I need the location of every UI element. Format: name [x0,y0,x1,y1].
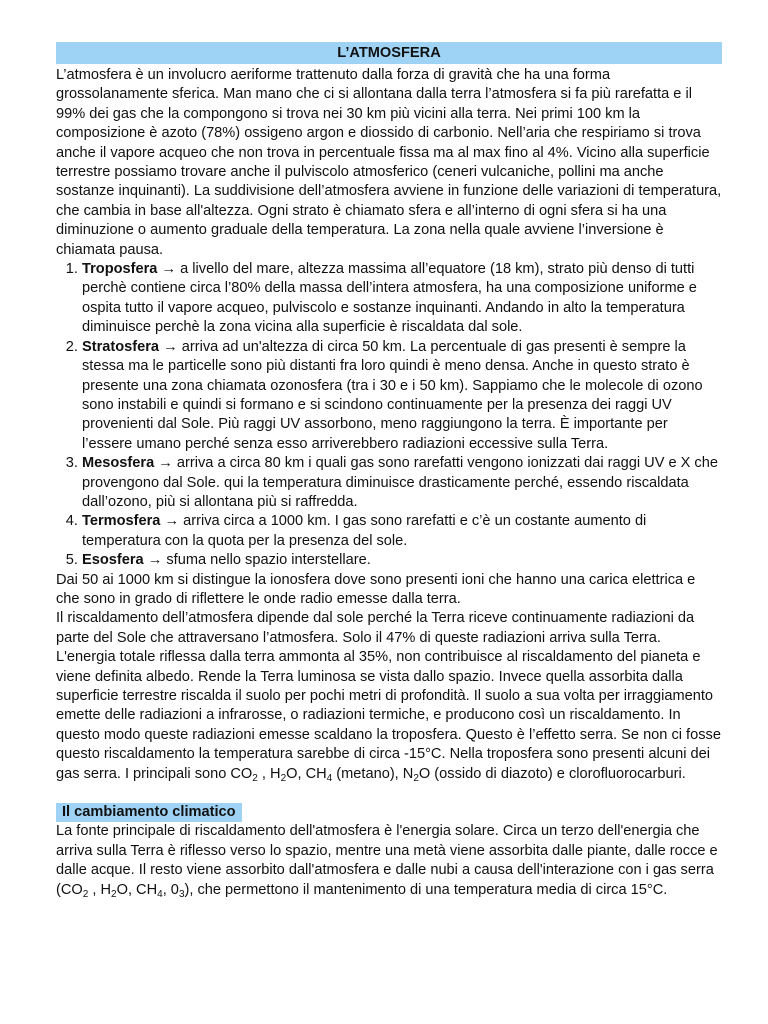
subscript: 2 [280,772,287,784]
subscript: 2 [111,888,117,900]
ionosphere-paragraph: Dai 50 ai 1000 km si distingue la ionosfera dove sono presenti ioni che hanno una carica elettrica e che sono in grado di riflettere le onde radio emesse dalla terra. [56,571,696,607]
list-item [82,512,722,551]
layer-description: → arriva a circa 80 km i quali gas sono rarefatti vengono ionizzati dai raggi UV e X che provengono dal Sole. qui la temperatura diminuisce drasticamente perché, essendo riscaldata dall’ozono, più si allontana più si raffredda. [82,455,718,510]
text-run: ), che permettono il mantenimento di una temperatura media di circa 15°C. [184,881,668,898]
list-item [82,454,722,512]
layer-name: Troposfera [82,261,158,278]
text-run: O (ossido di diazoto) e clorofluorocarburi. [418,765,686,782]
section-heading: Il cambiamento climatico [56,803,242,822]
climate-change-paragraph [56,822,722,900]
layer-name: Esosfera [82,552,144,569]
text-run: (metano), N [332,765,414,782]
list-item [82,551,722,570]
list-item [82,260,722,338]
text-run: , 0 [162,881,179,898]
subscript: 2 [413,772,419,784]
subscript: 3 [178,888,185,900]
layer-description: → sfuma nello spazio interstellare. [143,552,371,569]
list-item [82,338,722,454]
text-run: O, CH [286,765,327,782]
layer-name: Mesosfera [82,455,155,472]
layer-name: Stratosfera [82,338,160,355]
subscript: 4 [157,888,163,900]
layer-description: → arriva circa a 1000 km. I gas sono rarefatti e c’è un costante aumento di temperatura con la quota per la presenza del sole. [82,513,647,549]
atmosphere-layers-list [56,260,722,571]
text-run: O, CH [116,881,158,898]
intro-paragraph: L’atmosfera è un involucro aeriforme trattenuto dalla forza di gravità che ha una forma grossolanamente sferica. Man mano che ci si allontana dalla terra l’atmosfera si fa più rarefatta e il 99% dei gas che la compongono si trova nei 30 km più vicini alla terra. Nei primi 100 km la composizione è azoto (78%) ossigeno argon e diossido di carbonio. Nell’aria che respiriamo si trova anche il vapore acqueo che non trova in percentuale fissa ma al max fino al 4%. Vicino alla superficie terrestre possiamo trovare anche il pulviscolo atmosferico (ceneri vulcaniche, pollini ma anche sostanze inquinanti). La suddivisione dell’atmosfera avviene in funzione delle variazioni di temperatura, che cambia in base all'altezza. Ogni strato è chiamato sfera e all’interno di ogni sfera si ha una diminuzione o aumento graduale della temperatura. La zona nella quale avviene l’inversione è chiamata pausa. [56,67,722,258]
subscript: 2 [82,888,89,900]
layer-description: → arriva ad un'altezza di circa 50 km. La percentuale di gas presenti è sempre la stessa ma le particelle sono più distanti fra loro quindi è meno densa. Anche in questo strato è presente una zona chiamata ozonosfera (tra i 30 e i 50 km). Sappiamo che le molecole di ozono sono instabili e quindi si formano e si scindono continuamente per la presenza dei raggi UV provenienti dal Sole. Più raggi UV assorbono, meno raggiungono la terra. È importante per l’essere umano perché senza esso arriverebbero radiazioni eccessive sulla Terra. [82,338,703,452]
climate-text: La fonte principale di riscaldamento dell'atmosfera è l'energia solare. Circa un terzo dell'energia che arriva sulla Terra è riflesso verso lo spazio, mentre una metà viene assorbita dalle piante, dalle rocce e dalle acque. Il resto viene assorbito dall'atmosfera e dalle nubi a causa dell'interazione con i gas serra (CO [56,823,718,898]
subscript: 2 [252,772,258,784]
heating-paragraph [56,609,722,784]
layer-name: Termosfera [82,513,161,530]
subscript: 4 [326,772,333,784]
heating-text: Il riscaldamento dell’atmosfera dipende dal sole perché la Terra riceve continuamente radiazioni da parte del Sole che attraversano l’atmosfera. Solo il 47% di queste radiazioni arriva sulla Terra. L'energia totale riflessa dalla terra ammonta al 35%, non contribuisce al riscaldamento del pianeta e viene definita albedo. Rende la Terra luminosa se vista dallo spazio. Invece quella assorbita dalla superficie terrestre riscalda il suolo per pochi metri di profondità. Il suolo a sua volta per irraggiamento emette delle radiazioni a infrarosse, o radiazioni termiche, e producono così un riscaldamento. In questo modo queste radiazioni emesse scaldano la troposfera. Questo è l’effetto serra. Se non ci fosse questo riscaldamento la temperatura sarebbe di circa -15°C. Nella troposfera sono presenti alcuni dei gas serra. I principali sono CO [56,610,721,782]
text-run: , H [257,765,281,782]
text-run: , H [88,881,112,898]
layer-description: → a livello del mare, altezza massima all’equatore (18 km), strato più denso di tutti perchè contiene circa l’80% della massa dell’intera atmosfera, ha una composizione uniforme e ospita tutto il vapore acqueo, pulviscolo e sostanze inquinanti. Andando in alto la temperatura diminuisce perchè la zona vicina alla superficie è riscaldata dal sole. [82,261,697,336]
page-title: L’ATMOSFERA [56,42,722,64]
